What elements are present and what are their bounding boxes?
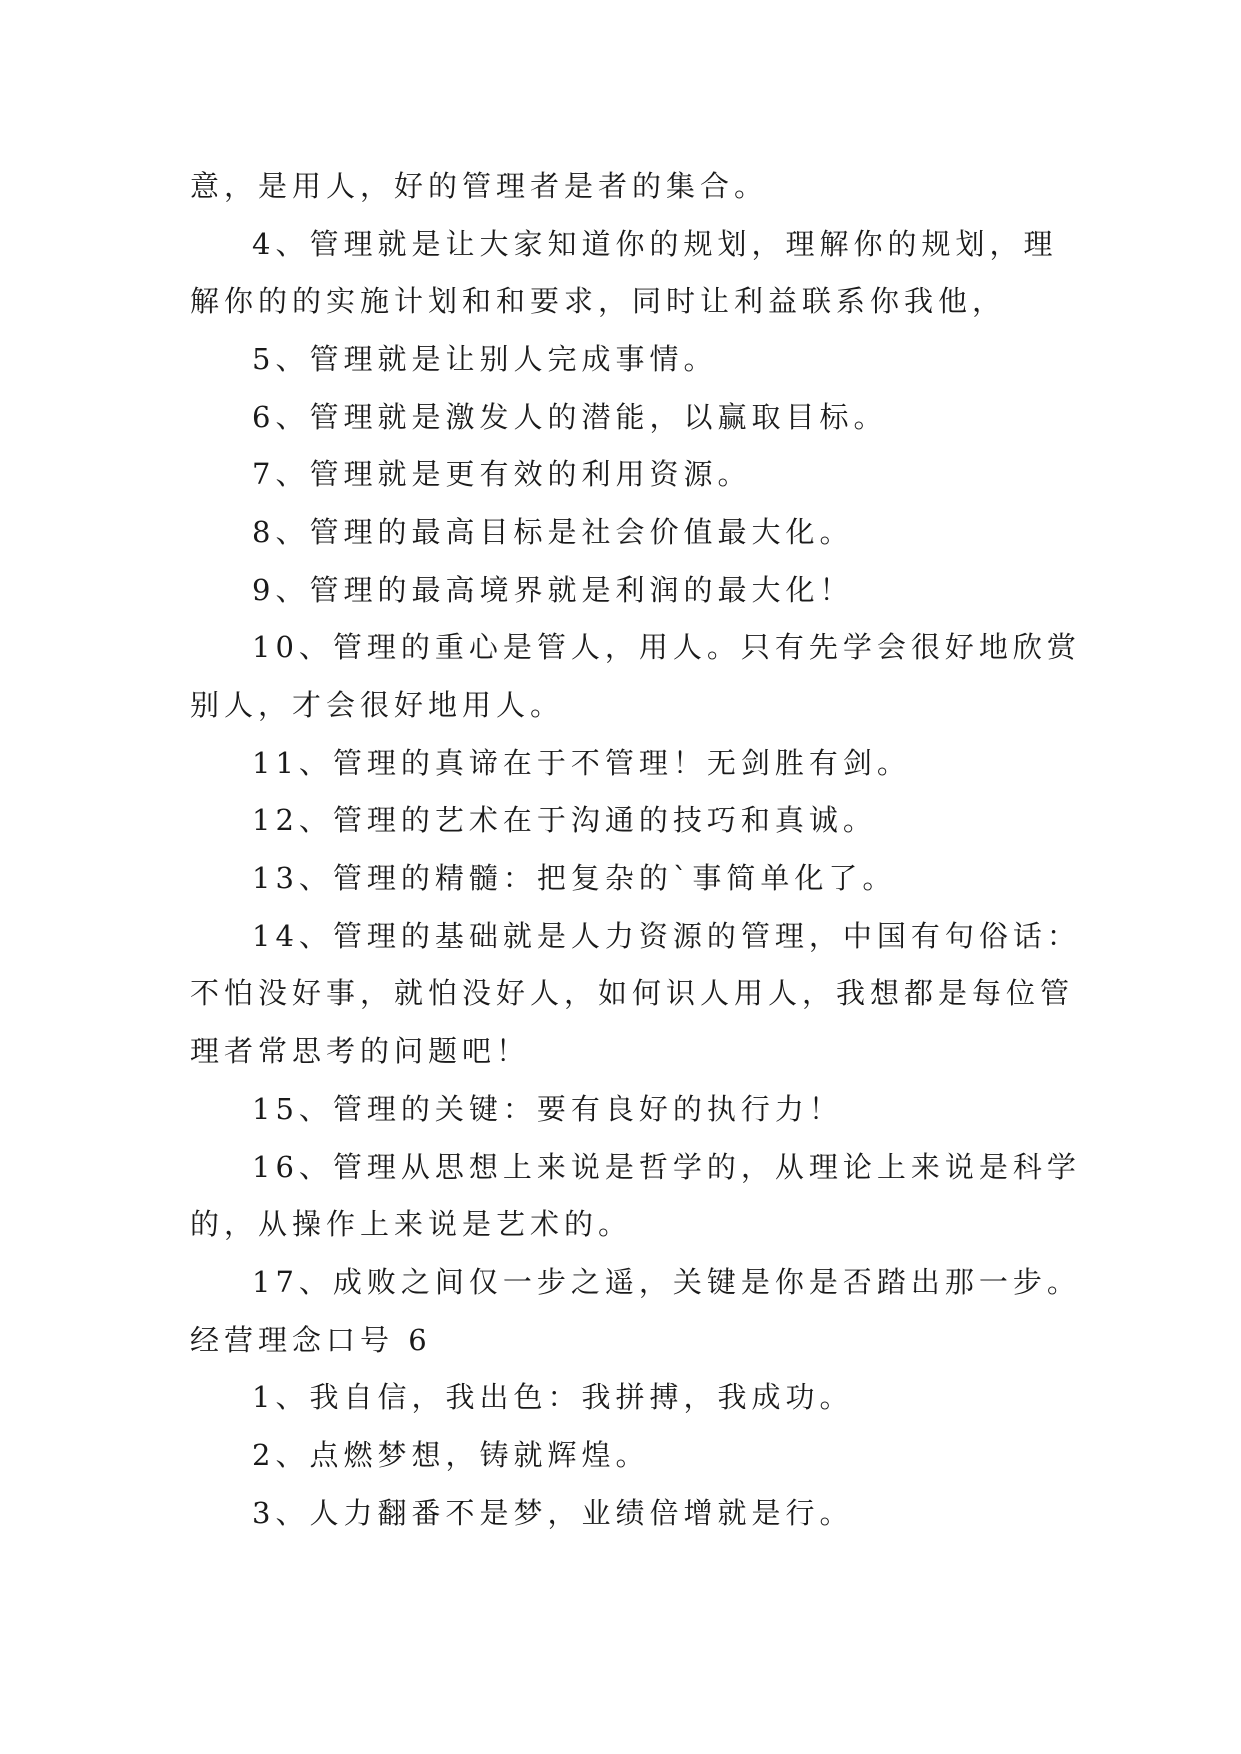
text-line: 5、管理就是让别人完成事情。 [252,342,718,376]
text-line: 理者常思考的问题吧！ [190,1034,531,1068]
text-line: 9、管理的最高境界就是利润的最大化！ [252,573,854,607]
text-line: 8、管理的最高目标是社会价值最大化。 [252,515,854,549]
text-line: 16、管理从思想上来说是哲学的，从理论上来说是科学 [252,1150,1081,1184]
text-line: 15、管理的关键：要有良好的执行力！ [252,1092,843,1126]
text-line: 6、管理就是激发人的潜能，以赢取目标。 [252,400,888,434]
text-line: 3、人力翻番不是梦，业绩倍增就是行。 [252,1496,854,1530]
text-line: 7、管理就是更有效的利用资源。 [252,457,752,491]
text-line: 意，是用人，好的管理者是者的集合。 [190,169,769,203]
text-line: 10、管理的重心是管人，用人。只有先学会很好地欣赏 [252,630,1081,664]
text-line: 的，从操作上来说是艺术的。 [190,1207,633,1241]
section-heading: 经营理念口号 6 [190,1323,432,1357]
text-line: 4、管理就是让大家知道你的规划，理解你的规划，理 [252,227,1058,261]
text-line: 17、成败之间仅一步之遥，关键是你是否踏出那一步。 [252,1265,1081,1299]
text-line: 12、管理的艺术在于沟通的技巧和真诚。 [252,803,877,837]
text-line: 别人，才会很好地用人。 [190,688,565,722]
text-line: 13、管理的精髓：把复杂的`事简单化了。 [252,861,897,895]
text-line: 解你的的实施计划和和要求，同时让利益联系你我他， [190,284,1007,318]
text-line: 2、点燃梦想，铸就辉煌。 [252,1438,650,1472]
text-line: 1、我自信，我出色：我拼搏，我成功。 [252,1380,854,1414]
text-line: 14、管理的基础就是人力资源的管理，中国有句俗话： [252,919,1081,953]
text-line: 11、管理的真谛在于不管理！无剑胜有剑。 [252,746,911,780]
text-line: 不怕没好事，就怕没好人，如何识人用人，我想都是每位管 [190,976,1075,1010]
